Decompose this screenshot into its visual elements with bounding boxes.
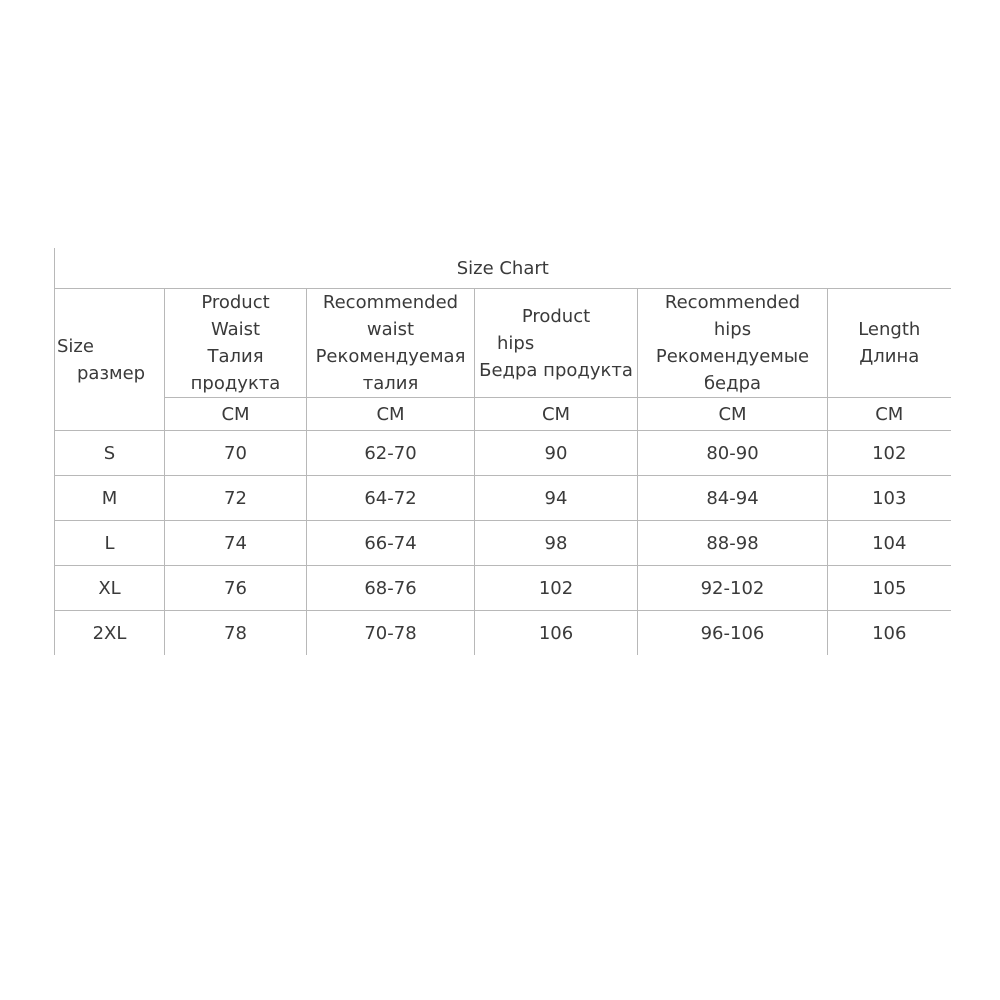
- table-cell: 64-72: [307, 476, 475, 521]
- unit-cell: CM: [307, 398, 475, 431]
- unit-cell: CM: [475, 398, 638, 431]
- table-cell: 104: [828, 521, 951, 566]
- size-header: [55, 289, 165, 431]
- table-cell: 106: [475, 611, 638, 656]
- unit-cell: CM: [638, 398, 828, 431]
- table-cell: 70-78: [307, 611, 475, 656]
- size-header-en: Size: [57, 335, 94, 357]
- size-cell: L: [55, 521, 165, 566]
- size-cell: 2XL: [55, 611, 165, 656]
- header-line: Длина: [859, 346, 920, 367]
- header-line: hips: [713, 319, 752, 340]
- header-line: Бедра продукта: [479, 359, 633, 381]
- table-cell: 98: [475, 521, 638, 566]
- header-row: [55, 289, 951, 398]
- recommended-waist-header: [307, 289, 475, 398]
- product-hips-header: [475, 289, 638, 398]
- header-line: бедра: [703, 373, 762, 394]
- header-line: Waist: [210, 319, 261, 340]
- table-cell: 102: [475, 566, 638, 611]
- header-line: продукта: [190, 373, 281, 394]
- table-cell: 88-98: [638, 521, 828, 566]
- table-cell: 72: [165, 476, 307, 521]
- unit-cell: CM: [828, 398, 951, 431]
- header-line: талия: [362, 373, 419, 394]
- table-row: [55, 521, 951, 566]
- size-header-ru: размер: [77, 362, 146, 384]
- length-header: [828, 289, 951, 398]
- header-line: hips: [497, 332, 535, 354]
- table-row: [55, 476, 951, 521]
- table-cell: 68-76: [307, 566, 475, 611]
- table-row: [55, 431, 951, 476]
- title-row: [55, 248, 951, 289]
- table-cell: 102: [828, 431, 951, 476]
- table-cell: 96-106: [638, 611, 828, 656]
- unit-cell: CM: [165, 398, 307, 431]
- header-line: waist: [366, 319, 415, 340]
- table-cell: 76: [165, 566, 307, 611]
- size-cell: M: [55, 476, 165, 521]
- table-cell: 80-90: [638, 431, 828, 476]
- size-chart-table: [54, 248, 951, 655]
- table-cell: 92-102: [638, 566, 828, 611]
- size-cell: S: [55, 431, 165, 476]
- table-cell: 78: [165, 611, 307, 656]
- header-line: Product: [201, 292, 270, 313]
- table-cell: 103: [828, 476, 951, 521]
- header-line: Length: [858, 319, 921, 340]
- header-line: Recommended: [322, 292, 459, 313]
- chart-title: Size Chart: [55, 248, 951, 289]
- table-cell: 94: [475, 476, 638, 521]
- header-line: Рекомендуемые: [655, 346, 810, 367]
- table-cell: 90: [475, 431, 638, 476]
- unit-row: [55, 398, 951, 431]
- table-row: [55, 611, 951, 656]
- product-waist-header: [165, 289, 307, 398]
- header-line: Product: [521, 305, 591, 327]
- size-chart: [54, 248, 950, 655]
- table-cell: 74: [165, 521, 307, 566]
- table-cell: 84-94: [638, 476, 828, 521]
- recommended-hips-header: [638, 289, 828, 398]
- header-line: Recommended: [664, 292, 801, 313]
- header-line: Талия: [207, 346, 264, 367]
- table-cell: 62-70: [307, 431, 475, 476]
- size-cell: XL: [55, 566, 165, 611]
- table-cell: 105: [828, 566, 951, 611]
- header-line: Рекомендуемая: [315, 346, 466, 367]
- table-cell: 106: [828, 611, 951, 656]
- table-row: [55, 566, 951, 611]
- table-cell: 70: [165, 431, 307, 476]
- table-cell: 66-74: [307, 521, 475, 566]
